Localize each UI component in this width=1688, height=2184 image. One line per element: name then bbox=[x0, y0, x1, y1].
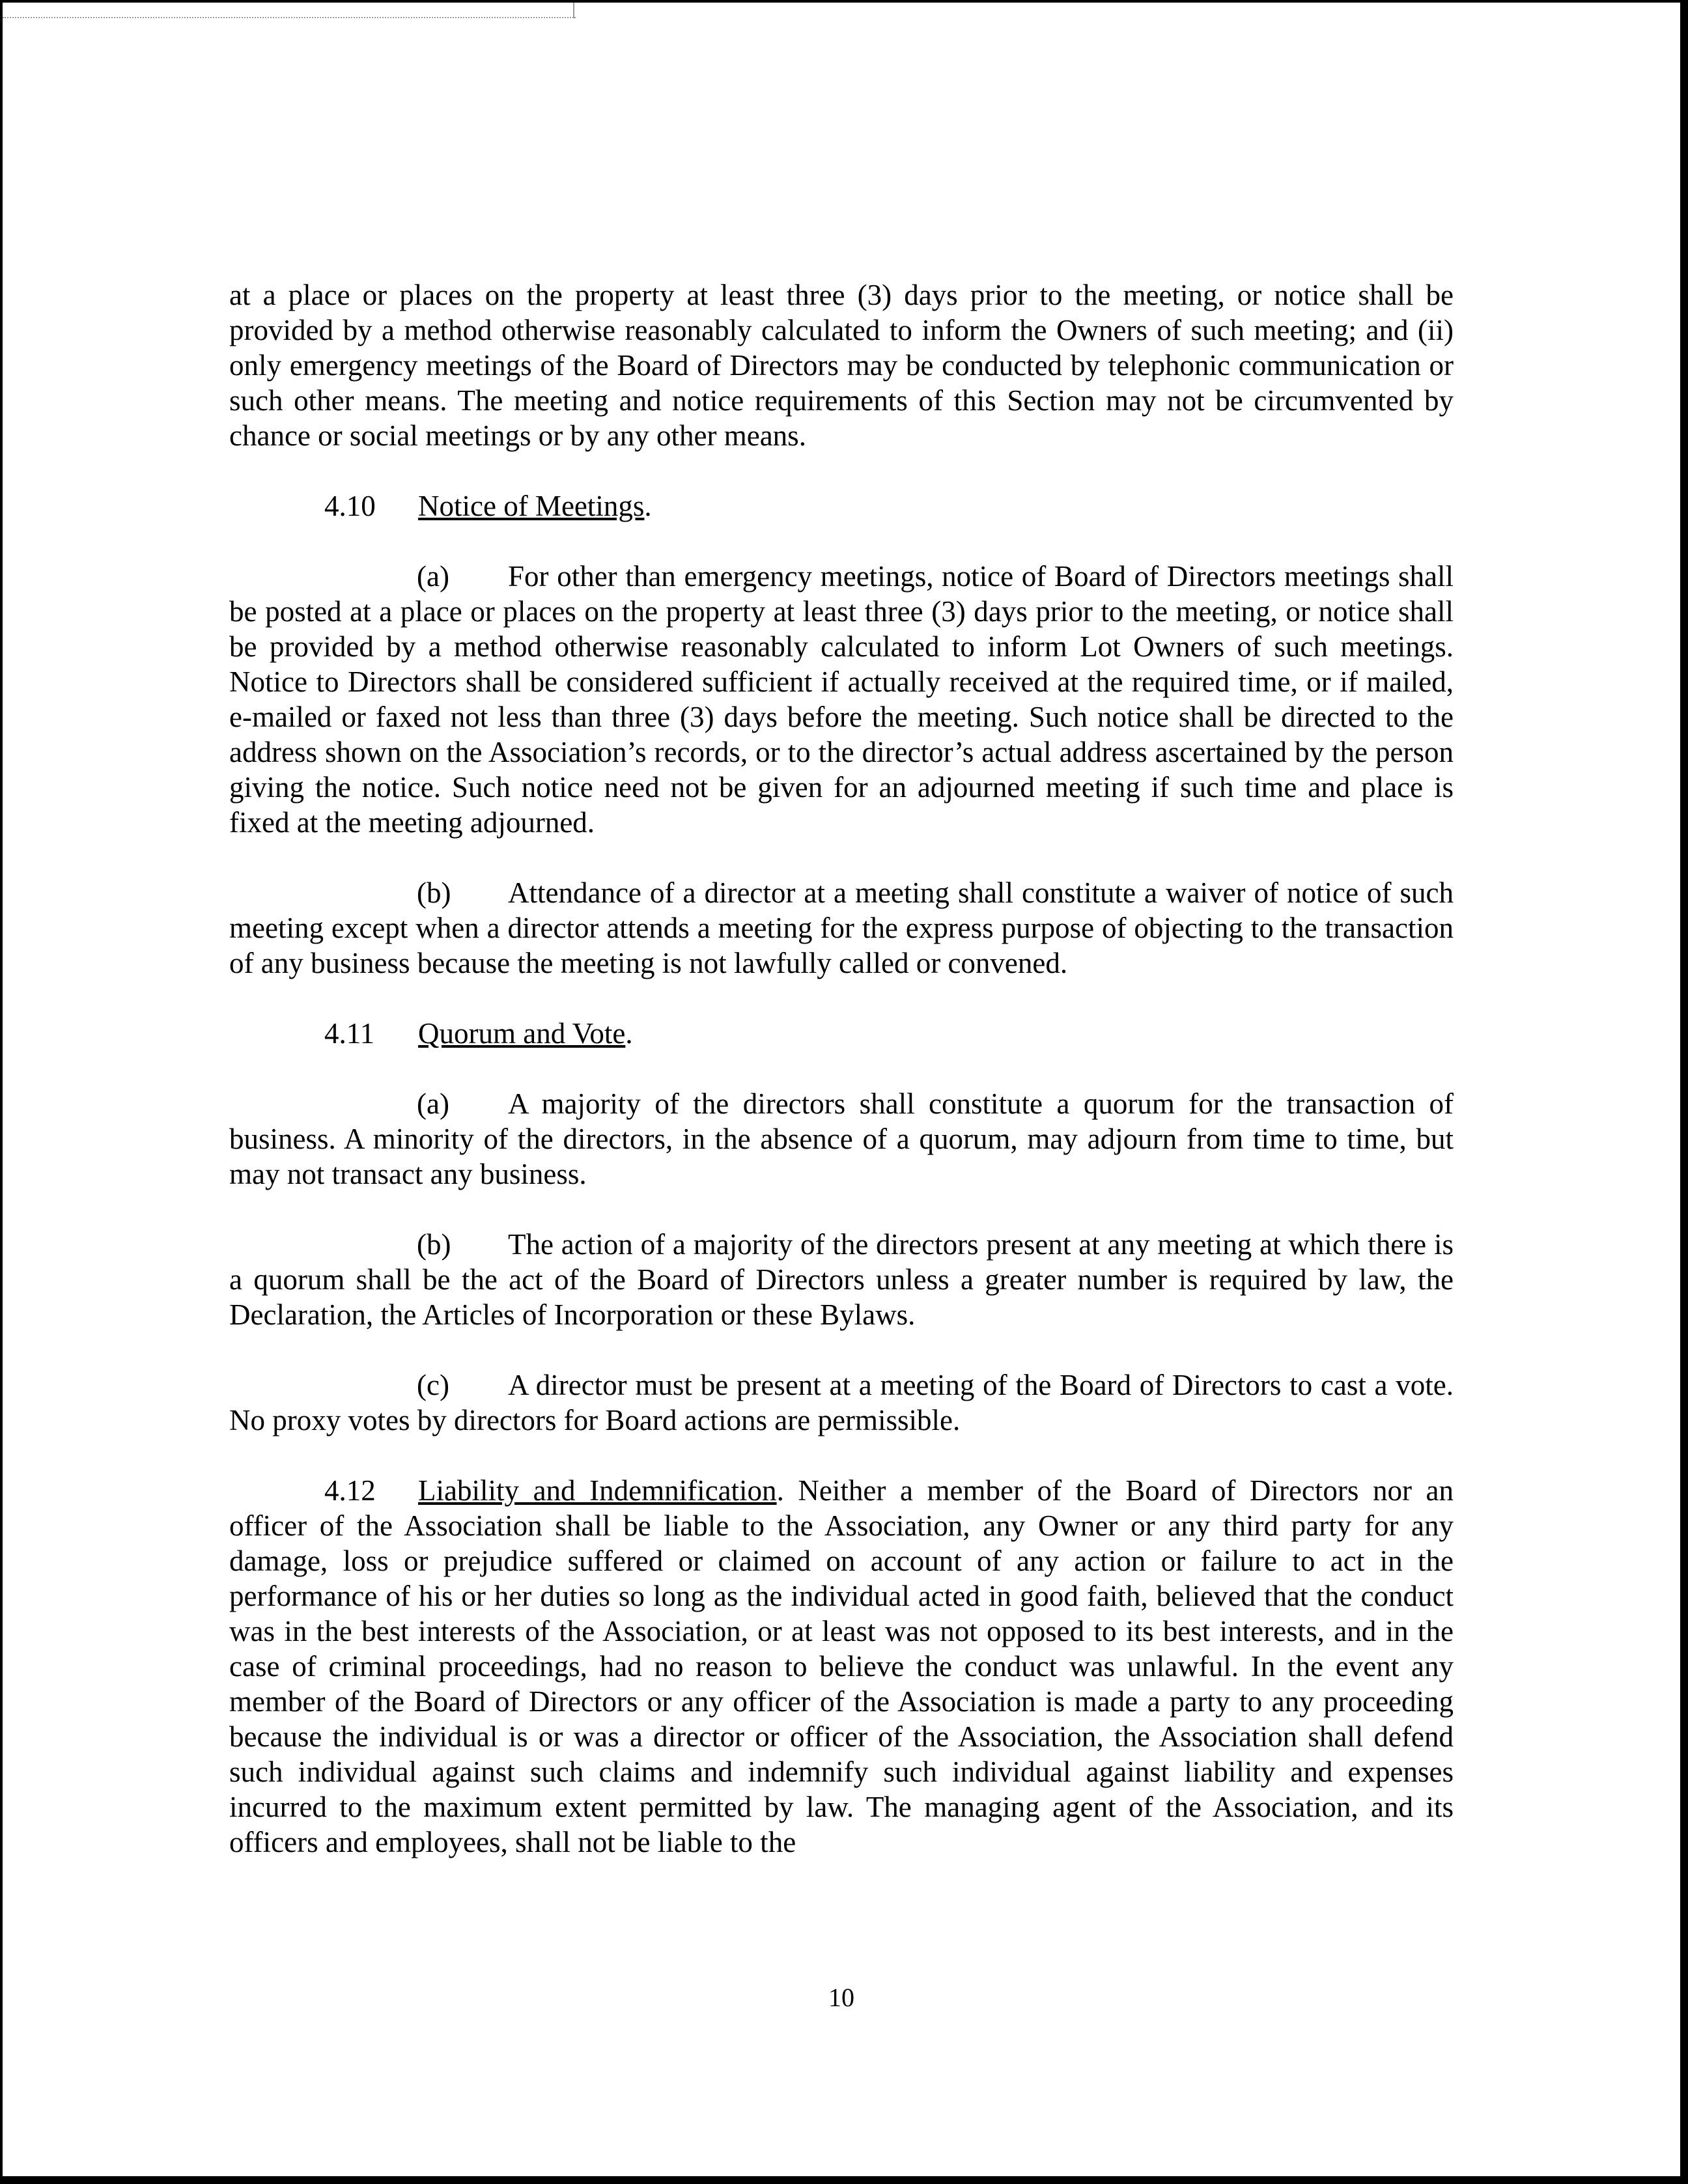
subsection-text: For other than emergency meetings, notice of Board of Directors meetings shall be posted at a place or places on the property at least three (3) days prior to the meeting, or notice shall be provided by a method otherwise reasonably calculated to inform Lot Owners of such meetings. Notice to Directors shall be considered sufficient if actually received at the required time, or if mailed, e-mailed or faxed not less than three (3) days before the meeting. Such notice shall be directed to the address shown on the Association’s records, or to the director’s actual address ascertained by the person giving the notice. Such notice need not be given for an adjourned meeting if such time and place is fixed at the meeting adjourned. bbox=[229, 560, 1454, 839]
page-number: 10 bbox=[828, 1983, 854, 2012]
subsection-label: (c) bbox=[417, 1369, 449, 1401]
subsection-label: (a) bbox=[417, 560, 449, 593]
document-page bbox=[3, 3, 1680, 2176]
scan-artifact-tick bbox=[573, 3, 574, 18]
section-title-suffix: . bbox=[644, 490, 652, 522]
section-4-11-heading bbox=[229, 1016, 1454, 1051]
document-body bbox=[229, 277, 1454, 1895]
section-4-11-a bbox=[229, 1086, 1454, 1192]
subsection-label: (a) bbox=[417, 1087, 449, 1120]
section-4-11-b bbox=[229, 1227, 1454, 1332]
section-title: Liability and Indemnification bbox=[418, 1474, 777, 1507]
section-title-suffix: . bbox=[776, 1474, 784, 1507]
section-4-12 bbox=[229, 1473, 1454, 1860]
section-number: 4.10 bbox=[324, 490, 376, 522]
section-number: 4.11 bbox=[324, 1017, 375, 1050]
section-4-10-a bbox=[229, 559, 1454, 840]
section-text: Neither a member of the Board of Directors nor an officer of the Association shall be liable to the Association, any Owner or any third party for any damage, loss or prejudice suffered or claimed on account of any action or failure to act in the performance of his or her duties so long as the individual acted in good faith, believed that the conduct was in the best interests of the Association, or at least was not opposed to its best interests, and in the case of criminal proceedings, had no reason to believe the conduct was unlawful. In the event any member of the Board of Directors or any officer of the Association is made a party to any proceeding because the individual is or was a director or officer of the Association, the Association shall defend such individual against such claims and indemnify such individual against liability and expenses incurred to the maximum extent permitted by law. The managing agent of the Association, and its officers and employees, shall not be liable to the bbox=[229, 1474, 1454, 1858]
subsection-text: A director must be present at a meeting of the Board of Directors to cast a vote. No proxy votes by directors for Board actions are permissible. bbox=[229, 1369, 1454, 1436]
subsection-text: A majority of the directors shall constitute a quorum for the transaction of business. A minority of the directors, in the absence of a quorum, may adjourn from time to time, but may not transact any business. bbox=[229, 1087, 1454, 1190]
scan-artifact-line bbox=[3, 17, 576, 18]
section-title-suffix: . bbox=[625, 1017, 633, 1050]
subsection-text: Attendance of a director at a meeting shall constitute a waiver of notice of such meeting except when a director attends a meeting for the express purpose of objecting to the transaction of any business because the meeting is not lawfully called or convened. bbox=[229, 876, 1454, 979]
section-4-10-heading bbox=[229, 488, 1454, 524]
subsection-label: (b) bbox=[417, 1228, 451, 1261]
subsection-label: (b) bbox=[417, 876, 451, 909]
subsection-text: The action of a majority of the directors present at any meeting at which there is a quorum shall be the act of the Board of Directors unless a greater number is required by law, the Declaration, the Articles of Incorporation or these Bylaws. bbox=[229, 1228, 1454, 1331]
section-title: Quorum and Vote bbox=[418, 1017, 626, 1050]
intro-paragraph: at a place or places on the property at least three (3) days prior to the meeting, or notice shall be provided by a method otherwise reasonably calculated to inform the Owners of such meeting; and (ii) only emergency meetings of the Board of Directors may be conducted by telephonic communication or such other means. The meeting and notice requirements of this Section may not be circumvented by chance or social meetings or by any other means. bbox=[229, 279, 1454, 452]
section-number: 4.12 bbox=[324, 1474, 376, 1507]
section-4-10-b bbox=[229, 875, 1454, 981]
section-title: Notice of Meetings bbox=[418, 490, 645, 522]
section-4-11-c bbox=[229, 1367, 1454, 1438]
